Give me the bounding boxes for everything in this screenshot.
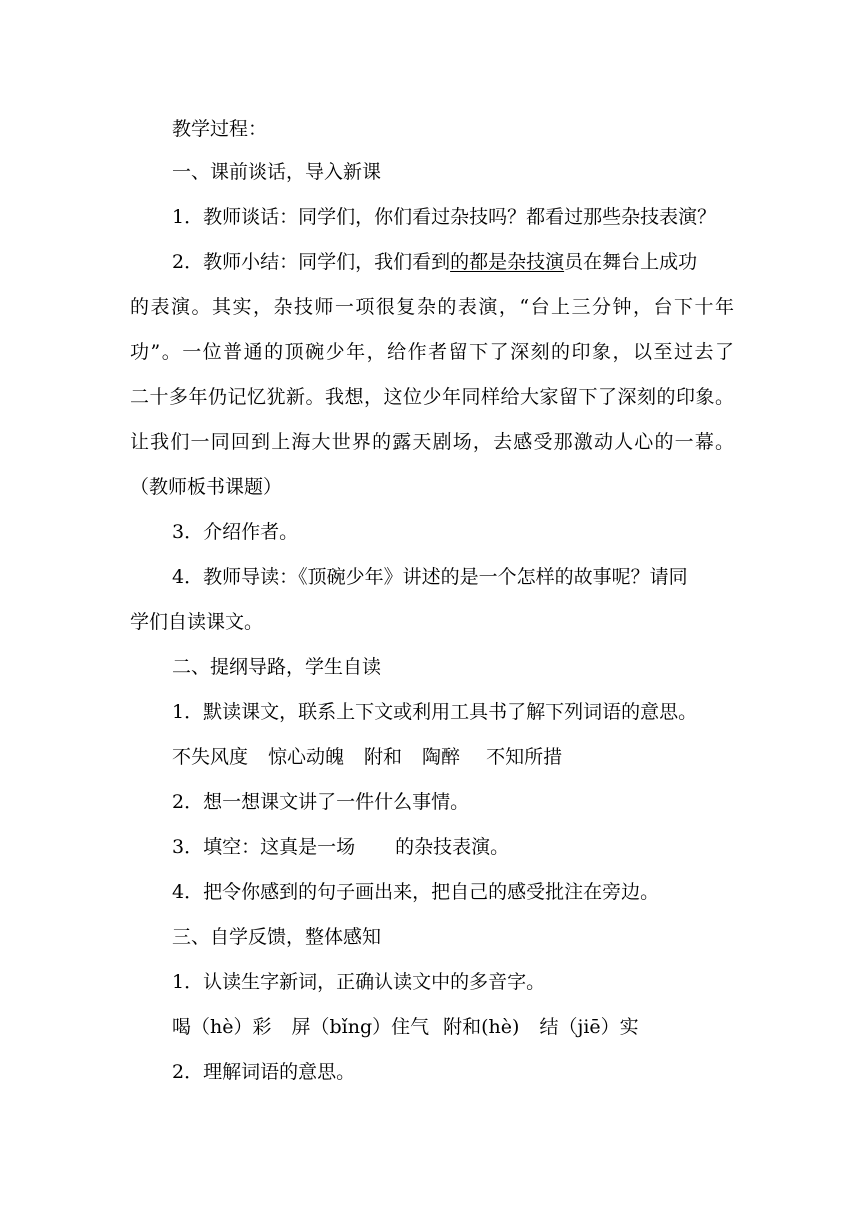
- vocabulary-list: [172, 746, 732, 769]
- section-3-title: 三、自学反馈，整体感知: [172, 926, 382, 948]
- underlined-text: 的都是杂技演: [450, 251, 565, 273]
- paragraph-text: 的杂技表演。: [395, 836, 510, 858]
- paragraph-1-2-line-6: （教师板书课题）: [130, 476, 283, 498]
- section-2-title: 二、提纲导路，学生自读: [172, 656, 382, 678]
- pinyin-list: [172, 1016, 732, 1039]
- vocab-word: 附和: [364, 746, 403, 768]
- paragraph-2-3: [172, 836, 732, 859]
- pinyin-word: 屏（bǐng）住气: [291, 1016, 430, 1038]
- paragraph-1-3: 3．介绍作者。: [172, 521, 299, 543]
- paragraph-2-4: 4．把令你感到的句子画出来，把自己的感受批注在旁边。: [172, 881, 660, 903]
- vocab-word: 陶醉: [422, 746, 461, 768]
- paragraph-1-2-line-3: 功”。一位普通的顶碗少年，给作者留下了深刻的印象，以至过去了: [130, 341, 734, 363]
- pinyin-word: 喝（hè）彩: [172, 1016, 272, 1038]
- paragraph-2-2: 2．想一想课文讲了一件什么事情。: [172, 791, 470, 813]
- paragraph-text: 2．教师小结：同学们，我们看到: [172, 251, 451, 273]
- paragraph-2-1: 1．默读课文，联系上下文或利用工具书了解下列词语的意思。: [172, 701, 698, 723]
- section-heading: 教学过程：: [172, 118, 268, 140]
- section-1-title: 一、课前谈话，导入新课: [172, 161, 382, 183]
- paragraph-text: 3．填空：这真是一场: [172, 836, 356, 858]
- paragraph-3-2: 2．理解词语的意思。: [172, 1061, 356, 1083]
- paragraph-1-4-line-2: 学们自读课文。: [130, 611, 264, 633]
- paragraph-3-1: 1．认读生字新词，正确认读文中的多音字。: [172, 971, 546, 993]
- vocab-word: 不知所措: [486, 746, 563, 768]
- paragraph-1-2-line-2: 的表演。其实，杂技师一项很复杂的表演，“台上三分钟，台下十年: [130, 296, 734, 318]
- paragraph-1-4-line-1: 4．教师导读：《顶碗少年》讲述的是一个怎样的故事呢？请同: [172, 566, 688, 588]
- pinyin-word: 附和(hè): [443, 1016, 520, 1038]
- pinyin-word: 结（jiē）实: [539, 1016, 639, 1038]
- vocab-word: 惊心动魄: [268, 746, 345, 768]
- paragraph-text: 员在舞台上成功: [564, 251, 698, 273]
- paragraph-1-2-line-5: 让我们一同回到上海大世界的露天剧场，去感受那激动人心的一幕。: [130, 431, 734, 453]
- paragraph-1-2-line-4: 二十多年仍记忆犹新。我想，这位少年同样给大家留下了深刻的印象。: [130, 386, 734, 408]
- vocab-word: 不失风度: [172, 746, 249, 768]
- paragraph-1-2-line-1: [172, 251, 732, 274]
- paragraph-1-1: 1．教师谈话：同学们，你们看过杂技吗？都看过那些杂技表演？: [172, 206, 717, 228]
